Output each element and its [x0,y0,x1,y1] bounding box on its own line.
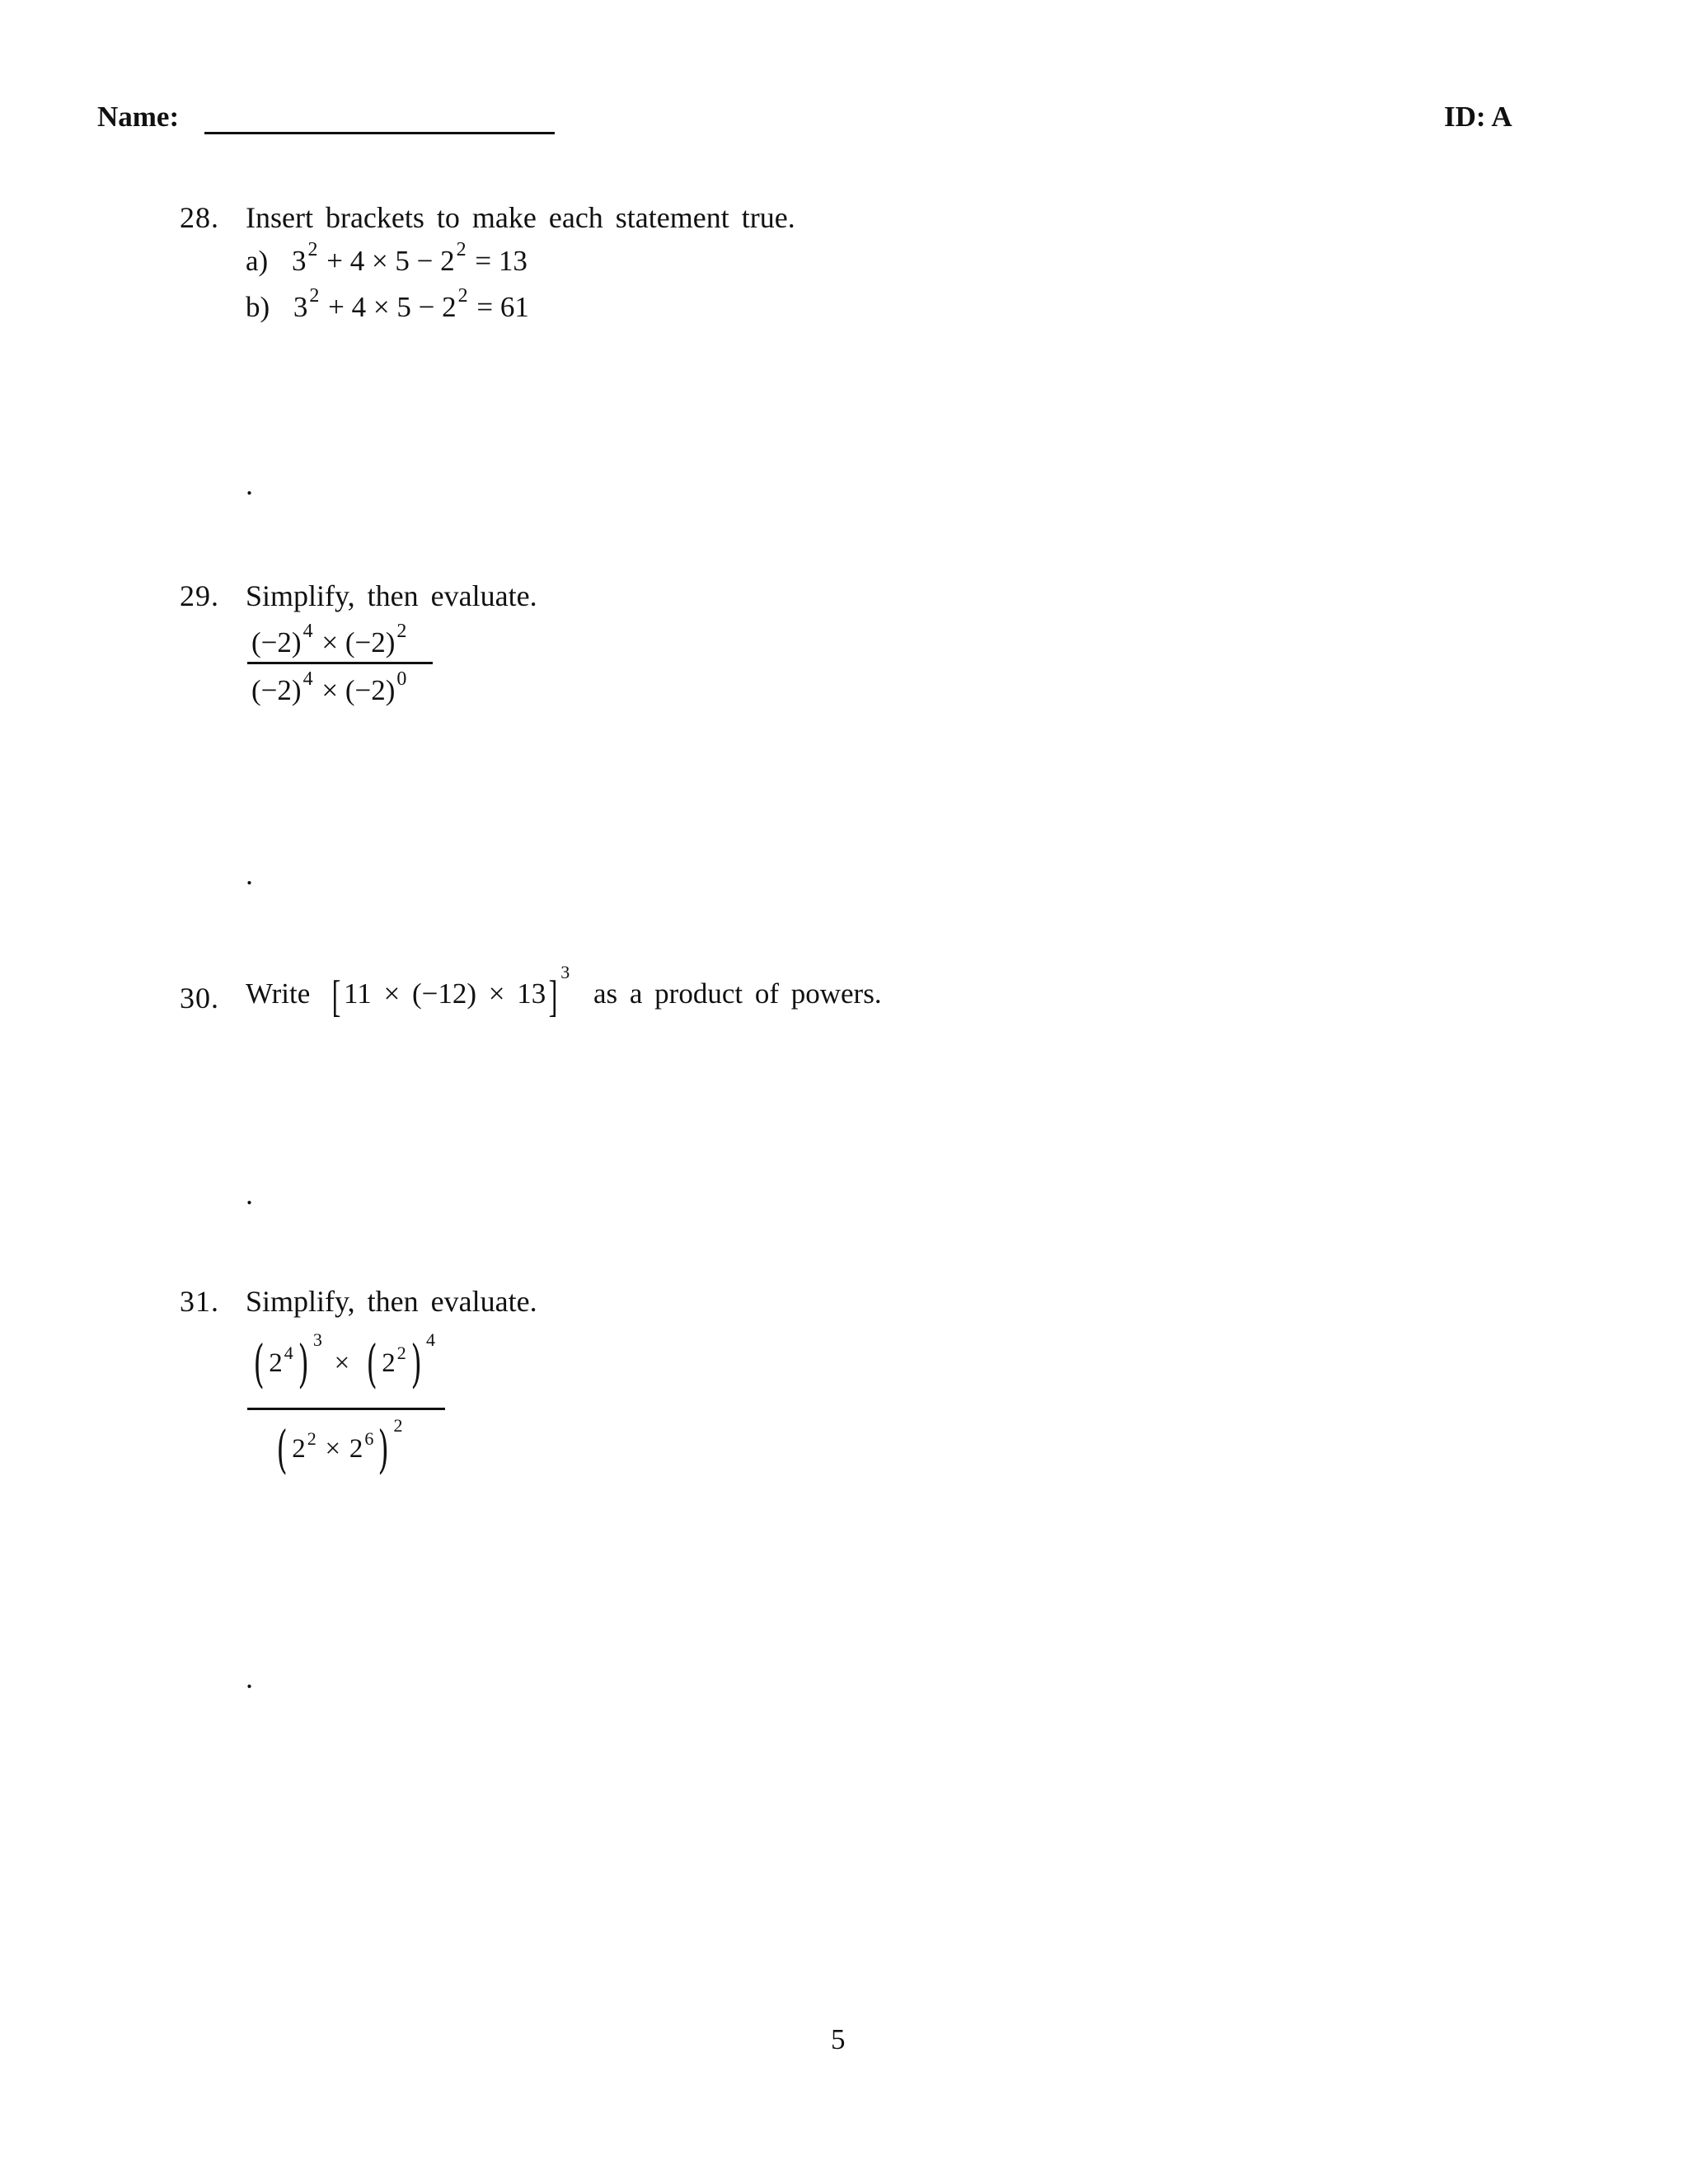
fraction-denominator [251,668,408,707]
page-number: 5 [831,2023,846,2055]
answer-marker: . [246,1661,253,1694]
left-square-bracket: [ [331,972,341,1021]
math-term: 2 [382,1348,396,1378]
math-result: = 13 [475,245,528,277]
math-term: (−2) [251,674,302,706]
question-number: 31. [180,1285,219,1318]
fraction-bar [247,1408,445,1410]
math-term: 2 [292,1434,306,1464]
question-number: 30. [180,982,219,1015]
math-term: + 4 × 5 − 2 [326,245,455,277]
math-term: (−2) [345,674,396,706]
math-term: (−2) [345,626,396,658]
name-blank-line[interactable] [204,132,555,134]
exponent: 4 [302,621,313,642]
fraction-bar [247,662,433,664]
math-term: 3 [291,245,307,277]
question-prompt: Simplify, then evaluate. [246,579,537,612]
right-square-bracket: ] [548,972,558,1021]
question-prompt: Insert brackets to make each statement true. [246,201,795,234]
question-number: 29. [180,579,219,612]
operator: × [321,674,339,706]
left-paren: ( [366,1333,377,1394]
name-label: Name: [97,101,180,133]
answer-marker: . [246,468,253,501]
exponent: 4 [284,1342,293,1363]
part-b [246,285,529,324]
exponent: 0 [396,668,407,690]
right-paren: ) [377,1419,390,1479]
math-term: 2 [269,1348,283,1378]
exponent: 2 [396,621,407,642]
math-term: 3 [293,291,308,323]
part-label: b) [246,291,270,323]
exponent: 2 [393,1414,403,1436]
exponent: 2 [307,239,318,260]
answer-marker: . [246,858,253,891]
prompt-text: Write [246,977,311,1010]
prompt-text: as a product of powers. [593,977,882,1010]
exponent: 4 [425,1329,435,1350]
operator: × [325,1434,341,1464]
part-label: a) [246,245,269,277]
fraction-denominator [272,1414,403,1479]
math-term: + 4 × 5 − 2 [328,291,457,323]
part-a [246,239,528,278]
exponent: 2 [456,239,467,260]
exponent: 3 [312,1329,322,1350]
exponent: 6 [364,1427,374,1449]
answer-marker: . [246,1178,253,1211]
exponent: 4 [302,668,313,690]
question-prompt: Simplify, then evaluate. [246,1285,537,1318]
right-paren: ) [298,1333,309,1394]
operator: × [321,626,339,658]
left-paren: ( [253,1333,265,1394]
id-label: ID: A [1444,101,1512,133]
math-term: 2 [349,1434,363,1464]
math-term: (−2) [251,626,302,658]
operator: × [334,1348,350,1378]
exponent: 2 [309,285,320,307]
right-paren: ) [410,1333,422,1394]
fraction-numerator [251,621,408,659]
question-number: 28. [180,201,219,234]
exponent: 2 [396,1342,406,1363]
math-expression: 11 × (−12) × 13 [344,977,546,1010]
left-paren: ( [276,1419,288,1479]
fraction-numerator [249,1329,435,1394]
question-prompt [246,962,882,1022]
exponent: 3 [560,962,570,983]
exponent: 2 [457,285,468,307]
exponent: 2 [307,1427,316,1449]
math-result: = 61 [476,291,529,323]
